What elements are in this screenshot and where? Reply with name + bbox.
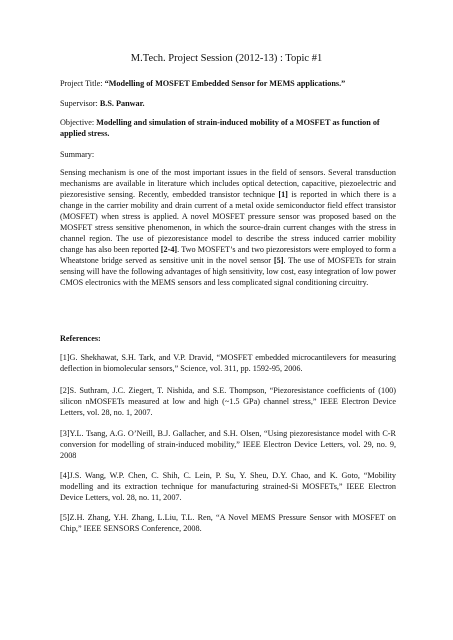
supervisor-line xyxy=(60,98,396,109)
summary-paragraph xyxy=(60,167,396,288)
objective-line xyxy=(60,117,396,139)
summary-text-2: is reported in which there is a change in the carrier mobility and drain current of a metal oxide semiconductor field effect transistor (MOSFET) when stress is applied. A novel MOSFET pressure sensor was proposed based on the MOSFET stress sensitive phenomenon, in which the source-drain current changes with the stress in channel region. The use of piezoresistance model to describe the stress induced carrier mobility change has also been reported xyxy=(60,190,397,254)
reference-text: G. Shekhawat, S.H. Tark, and V.P. Dravid, “MOSFET embedded microcantilevers for measuring deflection in biomolecular sensors,” Science, vol. 311, pp. 1592-95, 2006. xyxy=(60,353,396,373)
page-title: M.Tech. Project Session (2012-13) : Topic #1 xyxy=(130,53,323,64)
reference-item xyxy=(60,512,396,534)
reference-number: [2] xyxy=(60,386,70,395)
supervisor-value: B.S. Panwar. xyxy=(99,99,145,108)
citation-1: [1] xyxy=(278,190,288,199)
supervisor-label: Supervisor: xyxy=(60,99,100,108)
summary-text-4: . The use of MOSFETs for strain sensing will have the following advantages of high sensitivity, low cost, easy integration of low power CMOS electronics with the MEMS sensors and less complicated signal conditioning circuitry. xyxy=(60,256,397,287)
summary-text-1: Sensing mechanism is one of the most important issues in the field of sensors. Several transduction mechanisms are available in literature which includes optical detection, capacitive, piezoelectric and piezoresistive sensing. Recently, embedded transistor technique xyxy=(60,168,396,199)
objective-value: Modelling and simulation of strain-induced mobility of a MOSFET as function of applied stress. xyxy=(60,118,380,138)
citation-5: [5] xyxy=(273,256,284,265)
reference-number: [1] xyxy=(60,353,70,362)
reference-number: [4] xyxy=(60,471,70,480)
project-title-label: Project Title: xyxy=(60,79,105,88)
reference-item xyxy=(60,352,396,374)
project-title-line xyxy=(60,78,396,89)
reference-text: Y.L. Tsang, A.G. O’Neill, B.J. Gallacher, and S.H. Olsen, “Using piezoresistance model with C-R conversion for modelling of strain-induced mobility,” IEEE Electron Device Letters, vol. 29, no. 9, 2008 xyxy=(60,429,396,460)
reference-text: Z.H. Zhang, Y.H. Zhang, L.Liu, T.L. Ren, “A Novel MEMS Pressure Sensor with MOSFET on Chip,” IEEE SENSORS Conference, 2008. xyxy=(60,513,396,533)
reference-item xyxy=(60,428,396,461)
references-heading: References: xyxy=(60,334,101,343)
project-title-value: “Modelling of MOSFET Embedded Sensor for MEMS applications.” xyxy=(104,79,346,88)
reference-text: J.S. Wang, W.P. Chen, C. Shih, C. Lein, P. Su, Y. Sheu, D.Y. Chao, and K. Goto, “Mobility modelling and its extraction technique for manufacturing strained-Si MOSFETs,” IEEE Electron Device Letters, vol. 28, no. 11, 2007. xyxy=(60,471,396,502)
reference-item xyxy=(60,385,396,418)
reference-number: [3] xyxy=(60,429,70,438)
summary-heading: Summary: xyxy=(60,150,95,159)
reference-item xyxy=(60,470,396,503)
summary-text-3: . Two MOSFET’s and two piezoresistors were employed to form a Wheatstone bridge served as sensitive unit in the novel sensor xyxy=(60,245,396,265)
reference-number: [5] xyxy=(60,513,70,522)
objective-label: Objective: xyxy=(60,118,97,127)
citation-2-4: [2-4] xyxy=(160,245,178,254)
reference-text: S. Suthram, J.C. Ziegert, T. Nishida, and S.E. Thompson, “Piezoresistance coefficients of (100) silicon nMOSFETs measured at low and high (~1.5 GPa) channel stress,” IEEE Electron Device Letters, vol. 28, no. 1, 2007. xyxy=(60,386,396,417)
